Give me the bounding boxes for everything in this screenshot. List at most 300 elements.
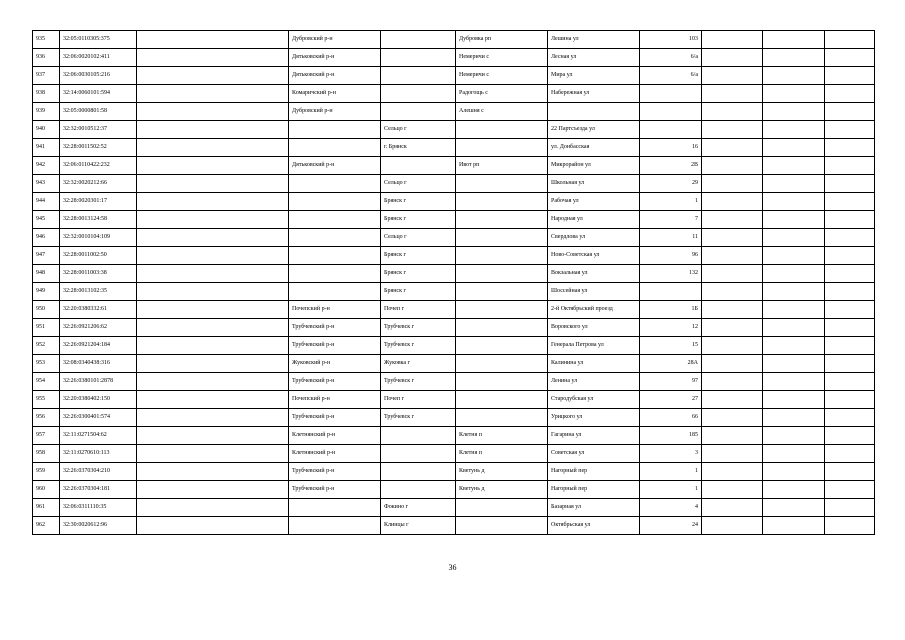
table-row xyxy=(33,175,875,193)
cadastral-number-cell: 32:11:0271504:62 xyxy=(60,427,137,445)
column-9-cell xyxy=(702,31,763,49)
street-cell: Лесная ул xyxy=(548,49,640,67)
table-row xyxy=(33,265,875,283)
table-row xyxy=(33,409,875,427)
district-cell xyxy=(289,211,381,229)
row-number-cell: 959 xyxy=(33,463,60,481)
column-3-cell xyxy=(137,445,289,463)
city-cell: Брянск г xyxy=(381,247,456,265)
settlement-cell: Кветунь д xyxy=(456,463,548,481)
city-cell: Сельцо г xyxy=(381,229,456,247)
column-11-cell xyxy=(825,31,875,49)
column-9-cell xyxy=(702,481,763,499)
registry-table xyxy=(32,30,875,535)
city-cell: Фокино г xyxy=(381,499,456,517)
city-cell xyxy=(381,445,456,463)
district-cell: Дятьковский р-н xyxy=(289,157,381,175)
street-cell: Базарная ул xyxy=(548,499,640,517)
column-11-cell xyxy=(825,121,875,139)
column-10-cell xyxy=(763,409,825,427)
column-9-cell xyxy=(702,499,763,517)
district-cell: Трубчевский р-н xyxy=(289,409,381,427)
row-number-cell: 938 xyxy=(33,85,60,103)
column-9-cell xyxy=(702,445,763,463)
cadastral-number-cell: 32:05:0000801:58 xyxy=(60,103,137,121)
column-10-cell xyxy=(763,481,825,499)
house-number-cell: 28А xyxy=(640,355,702,373)
cadastral-number-cell: 32:30:0020612:96 xyxy=(60,517,137,535)
settlement-cell xyxy=(456,337,548,355)
column-10-cell xyxy=(763,247,825,265)
settlement-cell: Немеричи с xyxy=(456,67,548,85)
row-number-cell: 936 xyxy=(33,49,60,67)
table-row xyxy=(33,355,875,373)
district-cell: Клетнянский р-н xyxy=(289,445,381,463)
cadastral-number-cell: 32:28:0011502:52 xyxy=(60,139,137,157)
street-cell: Генерала Петрова ул xyxy=(548,337,640,355)
city-cell: Брянск г xyxy=(381,193,456,211)
city-cell: г. Брянск xyxy=(381,139,456,157)
table-row xyxy=(33,121,875,139)
street-cell: Рабочая ул xyxy=(548,193,640,211)
column-11-cell xyxy=(825,517,875,535)
street-cell: Набережная ул xyxy=(548,85,640,103)
column-10-cell xyxy=(763,391,825,409)
district-cell: Дятьковский р-н xyxy=(289,49,381,67)
column-9-cell xyxy=(702,319,763,337)
street-cell: Ленина ул xyxy=(548,373,640,391)
cadastral-number-cell: 32:28:0013124:58 xyxy=(60,211,137,229)
column-10-cell xyxy=(763,175,825,193)
street-cell: Свердлова ул xyxy=(548,229,640,247)
city-cell: Трубчевск г xyxy=(381,337,456,355)
city-cell: Сельцо г xyxy=(381,175,456,193)
house-number-cell: 6/а xyxy=(640,49,702,67)
district-cell: Трубчевский р-н xyxy=(289,481,381,499)
row-number-cell: 940 xyxy=(33,121,60,139)
column-9-cell xyxy=(702,49,763,67)
city-cell: Почеп г xyxy=(381,391,456,409)
street-cell: Мира ул xyxy=(548,67,640,85)
row-number-cell: 945 xyxy=(33,211,60,229)
cadastral-number-cell: 32:06:0311110:35 xyxy=(60,499,137,517)
street-cell: Воровского ул xyxy=(548,319,640,337)
cadastral-number-cell: 32:11:0270610:113 xyxy=(60,445,137,463)
column-3-cell xyxy=(137,283,289,301)
column-3-cell xyxy=(137,391,289,409)
column-10-cell xyxy=(763,499,825,517)
column-11-cell xyxy=(825,49,875,67)
cadastral-number-cell: 32:28:0020301:17 xyxy=(60,193,137,211)
city-cell: Брянск г xyxy=(381,283,456,301)
house-number-cell: 27 xyxy=(640,391,702,409)
row-number-cell: 951 xyxy=(33,319,60,337)
settlement-cell xyxy=(456,373,548,391)
column-9-cell xyxy=(702,373,763,391)
house-number-cell: 132 xyxy=(640,265,702,283)
column-3-cell xyxy=(137,49,289,67)
row-number-cell: 947 xyxy=(33,247,60,265)
city-cell xyxy=(381,67,456,85)
settlement-cell: Алешня с xyxy=(456,103,548,121)
settlement-cell xyxy=(456,121,548,139)
settlement-cell: Клетня п xyxy=(456,445,548,463)
column-9-cell xyxy=(702,193,763,211)
district-cell xyxy=(289,175,381,193)
column-9-cell xyxy=(702,337,763,355)
column-10-cell xyxy=(763,85,825,103)
cadastral-number-cell: 32:32:0010512:37 xyxy=(60,121,137,139)
column-3-cell xyxy=(137,139,289,157)
column-11-cell xyxy=(825,175,875,193)
cadastral-number-cell: 32:06:0030105:216 xyxy=(60,67,137,85)
house-number-cell: 12 xyxy=(640,319,702,337)
row-number-cell: 941 xyxy=(33,139,60,157)
table-row xyxy=(33,211,875,229)
city-cell xyxy=(381,427,456,445)
street-cell: Ново-Советская ул xyxy=(548,247,640,265)
street-cell: ул. Донбасская xyxy=(548,139,640,157)
city-cell xyxy=(381,49,456,67)
table-row xyxy=(33,319,875,337)
table-row xyxy=(33,373,875,391)
house-number-cell: 1Б xyxy=(640,301,702,319)
column-3-cell xyxy=(137,481,289,499)
column-11-cell xyxy=(825,301,875,319)
table-row xyxy=(33,391,875,409)
column-11-cell xyxy=(825,481,875,499)
column-9-cell xyxy=(702,103,763,121)
settlement-cell xyxy=(456,139,548,157)
settlement-cell xyxy=(456,247,548,265)
column-3-cell xyxy=(137,463,289,481)
settlement-cell xyxy=(456,193,548,211)
column-3-cell xyxy=(137,211,289,229)
house-number-cell: 15 xyxy=(640,337,702,355)
column-11-cell xyxy=(825,157,875,175)
column-9-cell xyxy=(702,301,763,319)
street-cell: Нагорный пер xyxy=(548,463,640,481)
row-number-cell: 950 xyxy=(33,301,60,319)
city-cell xyxy=(381,85,456,103)
street-cell: Микрорайон ул xyxy=(548,157,640,175)
settlement-cell xyxy=(456,499,548,517)
row-number-cell: 935 xyxy=(33,31,60,49)
settlement-cell xyxy=(456,175,548,193)
column-3-cell xyxy=(137,247,289,265)
settlement-cell: Немеричи с xyxy=(456,49,548,67)
settlement-cell: Ивот рп xyxy=(456,157,548,175)
table-row xyxy=(33,103,875,121)
district-cell xyxy=(289,247,381,265)
column-11-cell xyxy=(825,499,875,517)
settlement-cell: Дубровка рп xyxy=(456,31,548,49)
district-cell xyxy=(289,139,381,157)
street-cell: Шоссейная ул xyxy=(548,283,640,301)
column-3-cell xyxy=(137,193,289,211)
cadastral-number-cell: 32:28:0011003:38 xyxy=(60,265,137,283)
district-cell: Дубровский р-н xyxy=(289,31,381,49)
city-cell: Брянск г xyxy=(381,211,456,229)
column-3-cell xyxy=(137,157,289,175)
table-row xyxy=(33,283,875,301)
cadastral-number-cell: 32:08:0340438:316 xyxy=(60,355,137,373)
column-10-cell xyxy=(763,121,825,139)
column-3-cell xyxy=(137,31,289,49)
city-cell xyxy=(381,103,456,121)
column-9-cell xyxy=(702,283,763,301)
settlement-cell xyxy=(456,409,548,427)
district-cell: Почепский р-н xyxy=(289,391,381,409)
city-cell xyxy=(381,463,456,481)
table-row xyxy=(33,49,875,67)
column-10-cell xyxy=(763,463,825,481)
page-number: 36 xyxy=(448,563,457,572)
district-cell: Почепский р-н xyxy=(289,301,381,319)
settlement-cell: Клетня п xyxy=(456,427,548,445)
column-11-cell xyxy=(825,319,875,337)
district-cell: Трубчевский р-н xyxy=(289,373,381,391)
house-number-cell xyxy=(640,85,702,103)
column-3-cell xyxy=(137,265,289,283)
row-number-cell: 962 xyxy=(33,517,60,535)
street-cell: Гагарина ул xyxy=(548,427,640,445)
column-11-cell xyxy=(825,103,875,121)
column-3-cell xyxy=(137,85,289,103)
city-cell: Клинцы г xyxy=(381,517,456,535)
house-number-cell: 4 xyxy=(640,499,702,517)
cadastral-number-cell: 32:26:0380101:2878 xyxy=(60,373,137,391)
table-row xyxy=(33,31,875,49)
table-row xyxy=(33,463,875,481)
column-11-cell xyxy=(825,391,875,409)
cadastral-number-cell: 32:26:0370304:210 xyxy=(60,463,137,481)
cadastral-number-cell: 32:26:0370304:181 xyxy=(60,481,137,499)
row-number-cell: 952 xyxy=(33,337,60,355)
settlement-cell xyxy=(456,265,548,283)
column-10-cell xyxy=(763,337,825,355)
city-cell: Почеп г xyxy=(381,301,456,319)
column-3-cell xyxy=(137,409,289,427)
row-number-cell: 949 xyxy=(33,283,60,301)
column-11-cell xyxy=(825,373,875,391)
table-row xyxy=(33,517,875,535)
house-number-cell: 16 xyxy=(640,139,702,157)
row-number-cell: 946 xyxy=(33,229,60,247)
house-number-cell: 2В xyxy=(640,157,702,175)
column-10-cell xyxy=(763,445,825,463)
row-number-cell: 961 xyxy=(33,499,60,517)
row-number-cell: 937 xyxy=(33,67,60,85)
district-cell: Клетнянский р-н xyxy=(289,427,381,445)
column-3-cell xyxy=(137,301,289,319)
street-cell: Советская ул xyxy=(548,445,640,463)
column-11-cell xyxy=(825,247,875,265)
district-cell: Трубчевский р-н xyxy=(289,319,381,337)
street-cell: Стародубская ул xyxy=(548,391,640,409)
row-number-cell: 954 xyxy=(33,373,60,391)
row-number-cell: 957 xyxy=(33,427,60,445)
column-9-cell xyxy=(702,427,763,445)
house-number-cell: 24 xyxy=(640,517,702,535)
column-3-cell xyxy=(137,517,289,535)
table-row xyxy=(33,301,875,319)
column-10-cell xyxy=(763,157,825,175)
house-number-cell: 185 xyxy=(640,427,702,445)
district-cell: Трубчевский р-н xyxy=(289,463,381,481)
column-11-cell xyxy=(825,337,875,355)
district-cell xyxy=(289,193,381,211)
column-9-cell xyxy=(702,139,763,157)
district-cell xyxy=(289,121,381,139)
settlement-cell xyxy=(456,301,548,319)
table-row xyxy=(33,427,875,445)
column-10-cell xyxy=(763,427,825,445)
column-9-cell xyxy=(702,85,763,103)
column-9-cell xyxy=(702,157,763,175)
column-10-cell xyxy=(763,373,825,391)
column-11-cell xyxy=(825,211,875,229)
street-cell: Народная ул xyxy=(548,211,640,229)
table-row xyxy=(33,481,875,499)
column-10-cell xyxy=(763,229,825,247)
city-cell: Брянск г xyxy=(381,265,456,283)
table-row xyxy=(33,67,875,85)
column-9-cell xyxy=(702,229,763,247)
column-10-cell xyxy=(763,211,825,229)
column-3-cell xyxy=(137,373,289,391)
column-11-cell xyxy=(825,67,875,85)
column-10-cell xyxy=(763,31,825,49)
column-3-cell xyxy=(137,175,289,193)
column-9-cell xyxy=(702,355,763,373)
house-number-cell: 3 xyxy=(640,445,702,463)
column-11-cell xyxy=(825,265,875,283)
column-11-cell xyxy=(825,229,875,247)
city-cell xyxy=(381,157,456,175)
column-9-cell xyxy=(702,211,763,229)
district-cell: Дубровский р-н xyxy=(289,103,381,121)
table-row xyxy=(33,247,875,265)
city-cell: Сельцо г xyxy=(381,121,456,139)
city-cell: Трубчевск г xyxy=(381,373,456,391)
settlement-cell xyxy=(456,517,548,535)
city-cell: Трубчевск г xyxy=(381,319,456,337)
column-10-cell xyxy=(763,49,825,67)
column-10-cell xyxy=(763,193,825,211)
column-10-cell xyxy=(763,283,825,301)
column-3-cell xyxy=(137,121,289,139)
house-number-cell: 6/а xyxy=(640,67,702,85)
house-number-cell xyxy=(640,283,702,301)
cadastral-number-cell: 32:28:0013102:35 xyxy=(60,283,137,301)
district-cell: Комаричский р-н xyxy=(289,85,381,103)
settlement-cell xyxy=(456,355,548,373)
house-number-cell: 7 xyxy=(640,211,702,229)
row-number-cell: 939 xyxy=(33,103,60,121)
cadastral-number-cell: 32:20:0380332:61 xyxy=(60,301,137,319)
cadastral-number-cell: 32:26:0921204:184 xyxy=(60,337,137,355)
column-9-cell xyxy=(702,175,763,193)
row-number-cell: 958 xyxy=(33,445,60,463)
table-row xyxy=(33,445,875,463)
cadastral-number-cell: 32:26:0300401:574 xyxy=(60,409,137,427)
settlement-cell xyxy=(456,391,548,409)
column-3-cell xyxy=(137,499,289,517)
settlement-cell: Радогощь с xyxy=(456,85,548,103)
district-cell: Жуковский р-н xyxy=(289,355,381,373)
street-cell: 22 Партсъезда ул xyxy=(548,121,640,139)
column-3-cell xyxy=(137,355,289,373)
row-number-cell: 943 xyxy=(33,175,60,193)
table-row xyxy=(33,139,875,157)
column-3-cell xyxy=(137,427,289,445)
column-9-cell xyxy=(702,67,763,85)
cadastral-number-cell: 32:20:0380402:150 xyxy=(60,391,137,409)
settlement-cell xyxy=(456,319,548,337)
row-number-cell: 953 xyxy=(33,355,60,373)
column-11-cell xyxy=(825,85,875,103)
district-cell xyxy=(289,229,381,247)
column-10-cell xyxy=(763,103,825,121)
house-number-cell: 29 xyxy=(640,175,702,193)
house-number-cell xyxy=(640,103,702,121)
table-row xyxy=(33,193,875,211)
cadastral-number-cell: 32:14:0060101:594 xyxy=(60,85,137,103)
column-9-cell xyxy=(702,247,763,265)
column-3-cell xyxy=(137,103,289,121)
district-cell xyxy=(289,499,381,517)
column-11-cell xyxy=(825,463,875,481)
district-cell xyxy=(289,265,381,283)
row-number-cell: 944 xyxy=(33,193,60,211)
street-cell: Урицкого ул xyxy=(548,409,640,427)
column-3-cell xyxy=(137,229,289,247)
street-cell: 2-й Октябрьский проезд xyxy=(548,301,640,319)
street-cell: Вокзальная ул xyxy=(548,265,640,283)
column-10-cell xyxy=(763,355,825,373)
table-row xyxy=(33,85,875,103)
cadastral-number-cell: 32:05:0110305:375 xyxy=(60,31,137,49)
row-number-cell: 956 xyxy=(33,409,60,427)
column-9-cell xyxy=(702,463,763,481)
column-9-cell xyxy=(702,391,763,409)
cadastral-number-cell: 32:26:0921206:62 xyxy=(60,319,137,337)
column-9-cell xyxy=(702,517,763,535)
cadastral-number-cell: 32:06:0020102:411 xyxy=(60,49,137,67)
house-number-cell: 1 xyxy=(640,463,702,481)
table-row xyxy=(33,337,875,355)
district-cell: Дятьковский р-н xyxy=(289,67,381,85)
column-10-cell xyxy=(763,301,825,319)
column-11-cell xyxy=(825,427,875,445)
house-number-cell: 96 xyxy=(640,247,702,265)
column-10-cell xyxy=(763,139,825,157)
column-11-cell xyxy=(825,283,875,301)
column-11-cell xyxy=(825,193,875,211)
column-3-cell xyxy=(137,67,289,85)
column-9-cell xyxy=(702,121,763,139)
cadastral-number-cell: 32:06:0110422:232 xyxy=(60,157,137,175)
row-number-cell: 955 xyxy=(33,391,60,409)
street-cell: Лешина ул xyxy=(548,31,640,49)
settlement-cell: Кветунь д xyxy=(456,481,548,499)
city-cell xyxy=(381,31,456,49)
column-10-cell xyxy=(763,265,825,283)
settlement-cell xyxy=(456,229,548,247)
settlement-cell xyxy=(456,283,548,301)
column-10-cell xyxy=(763,67,825,85)
